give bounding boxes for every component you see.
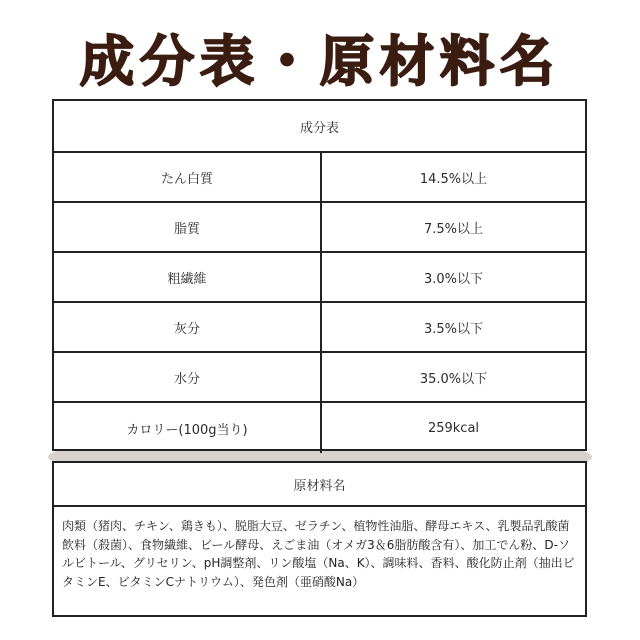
nutrient-value: 35.0%以下 [419,371,488,387]
nutrient-name: 脂質 [54,203,322,251]
nutrition-table [52,99,587,451]
page-title: 成分表・原材料名 [80,30,560,93]
nutrient-name: たん白質 [54,153,322,201]
nutrient-name: カロリー(100g当り) [54,403,322,453]
nutrient-value: 14.5%以上 [419,171,488,187]
ingredients-box [52,461,587,617]
table-row [54,253,585,303]
ingredients-text: 肉類（猪肉、チキン、鶏きも）、脱脂大豆、ゼラチン、植物性油脂、酵母エキス、乳製品乳酸菌飲料（殺菌）、食物繊維、ビール酵母、えごま油（オメガ3＆6脂肪酸含有）、加工でん粉、D-ソルビトール、グリセリン、pH調整剤、リン酸塩（Na、K）、調味料、香料、酸化防止剤（抽出ビタミンE、ビタミンCナトリウム）、発色剤（亜硝酸Na） [62,519,575,589]
table-row [54,403,585,453]
nutrient-name: 水分 [54,353,322,401]
table-row [54,353,585,403]
table-row [54,303,585,353]
table-row [54,203,585,253]
nutrient-value: 3.0%以下 [423,271,484,287]
nutrition-table-header: 成分表 [54,101,585,153]
ingredients-header: 原材料名 [54,463,585,507]
nutrient-value: 3.5%以下 [423,321,484,337]
nutrient-value: 7.5%以上 [423,221,484,237]
table-row [54,153,585,203]
nutrient-value: 259kcal [427,420,480,436]
nutrient-name: 灰分 [54,303,322,351]
nutrient-name: 粗繊維 [54,253,322,301]
